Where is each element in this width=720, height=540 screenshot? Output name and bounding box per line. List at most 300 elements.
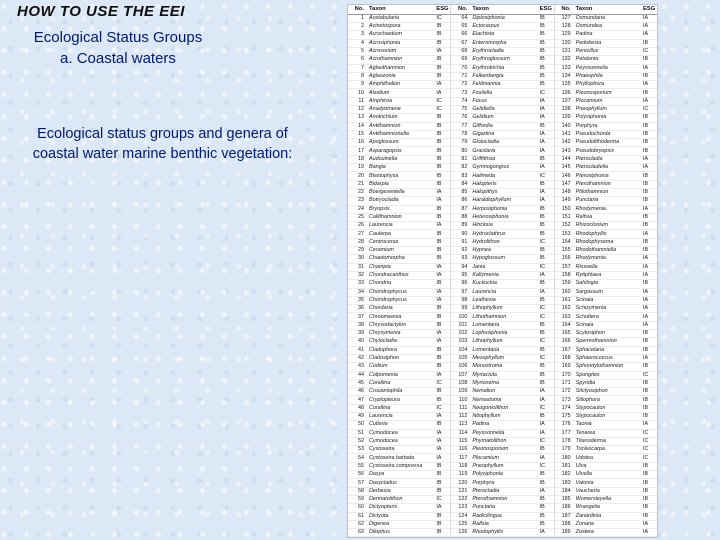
cell-taxon: Punctaria — [575, 197, 599, 204]
cell-esg: IB — [539, 330, 545, 337]
table-row — [451, 139, 553, 147]
table-row — [451, 164, 553, 172]
cell-taxon: Wrangelia — [575, 504, 600, 511]
cell-esg: IB — [642, 139, 649, 146]
cell-taxon: Gymnogongrus — [472, 164, 510, 171]
cell-no: 20 — [358, 172, 364, 179]
cell-taxon: Sahlingia — [575, 280, 598, 287]
cell-taxon: Pneophyllum — [472, 462, 504, 469]
cell-no: 170 — [561, 371, 571, 378]
cell-taxon: Dilophus — [369, 529, 390, 536]
cell-esg: IB — [642, 238, 649, 245]
cell-esg: IB — [436, 122, 442, 129]
cell-no: 46 — [358, 388, 364, 395]
cell-no: 175 — [561, 413, 571, 420]
cell-esg: IA — [539, 139, 545, 146]
table-row — [348, 147, 450, 155]
cell-esg: IA — [642, 255, 649, 262]
table-row — [348, 521, 450, 529]
table-row — [451, 264, 553, 272]
cell-taxon: Stypocaulon — [575, 413, 606, 420]
header-esg: ESG — [436, 5, 449, 12]
cell-esg: IC — [539, 338, 546, 345]
table-row — [451, 272, 553, 280]
cell-no: 135 — [561, 81, 571, 88]
cell-no: 102 — [458, 330, 468, 337]
table-row — [348, 471, 450, 479]
cell-taxon: Scinaia — [575, 321, 594, 328]
cell-taxon: Chordaria — [369, 305, 393, 312]
cell-esg: IB — [642, 131, 649, 138]
cell-no: 148 — [561, 189, 571, 196]
cell-no: 150 — [561, 205, 571, 212]
cell-no: 72 — [461, 81, 468, 88]
cell-taxon: Sphaerococcus — [575, 355, 613, 362]
table-row — [348, 463, 450, 471]
cell-no: 36 — [358, 305, 364, 312]
cell-taxon: Heterosiphonia — [472, 214, 509, 220]
cell-taxon: Rhodophysema — [575, 238, 614, 245]
cell-esg: IB — [642, 338, 649, 345]
cell-no: 28 — [358, 238, 364, 245]
cell-no: 87 — [461, 205, 468, 212]
cell-no: 132 — [561, 56, 571, 63]
cell-no: 59 — [358, 496, 364, 503]
table-row — [451, 280, 553, 288]
cell-taxon: Falkenbergia — [472, 72, 504, 79]
table-row — [348, 363, 450, 371]
cell-no: 30 — [358, 255, 364, 262]
cell-taxon: Polysiphonia — [575, 114, 607, 121]
cell-no: 54 — [358, 454, 364, 461]
table-row — [451, 31, 553, 39]
table-row — [451, 56, 553, 64]
table-row — [348, 413, 450, 421]
cell-esg: IA — [539, 164, 545, 171]
cell-no: 10 — [358, 89, 364, 96]
cell-no: 70 — [461, 64, 468, 71]
cell-esg: IB — [539, 446, 545, 453]
cell-taxon: Feldmannia — [472, 81, 501, 88]
cell-taxon: Cutleria — [369, 421, 388, 428]
cell-esg: IA — [642, 272, 649, 279]
table-row — [451, 297, 553, 305]
table-row — [348, 48, 450, 56]
cell-esg: IA — [436, 454, 442, 461]
cell-esg: IC — [436, 496, 442, 503]
table-row — [555, 139, 657, 147]
cell-esg: IB — [539, 321, 545, 328]
cell-no: 114 — [458, 429, 468, 436]
cell-esg: IB — [436, 346, 442, 353]
cell-no: 12 — [358, 106, 364, 113]
cell-no: 116 — [458, 446, 468, 453]
cell-esg: IC — [642, 429, 649, 436]
cell-taxon: Kallymenia — [472, 272, 499, 279]
cell-taxon: Nitophyllum — [472, 413, 501, 420]
table-row — [451, 355, 553, 363]
cell-taxon: Vaucheria — [575, 487, 600, 494]
header-no: No. — [457, 5, 468, 12]
cell-esg: IA — [436, 338, 442, 345]
cell-no: 167 — [561, 346, 571, 353]
cell-no: 64 — [461, 14, 468, 21]
cell-taxon: Pterocladiella — [575, 164, 609, 171]
cell-taxon: Pterosiphonia — [575, 172, 609, 179]
table-row — [348, 388, 450, 396]
table-row — [555, 488, 657, 496]
cell-esg: IA — [539, 487, 545, 494]
cell-no: 172 — [561, 388, 571, 395]
taxa-table — [347, 4, 658, 538]
cell-no: 7 — [361, 64, 364, 71]
cell-esg: IC — [642, 48, 649, 55]
table-row — [348, 15, 450, 23]
table-row — [555, 438, 657, 446]
cell-esg: IB — [642, 462, 649, 469]
cell-no: 130 — [561, 39, 571, 46]
cell-taxon: Antithamnion — [369, 122, 401, 129]
table-row — [348, 372, 450, 380]
cell-esg: IB — [642, 189, 649, 196]
cell-esg: IA — [642, 97, 649, 104]
table-row — [348, 421, 450, 429]
cell-esg: IB — [436, 471, 442, 478]
table-row — [555, 131, 657, 139]
table-row — [451, 123, 553, 131]
cell-no: 139 — [561, 114, 571, 121]
cell-no: 136 — [561, 89, 571, 96]
cell-esg: IA — [642, 14, 649, 21]
cell-taxon: Rhodymenia — [575, 255, 606, 262]
table-row — [451, 48, 553, 56]
cell-taxon: Osmundaria — [575, 14, 606, 21]
cell-esg: IA — [539, 429, 545, 436]
table-row — [555, 98, 657, 106]
cell-taxon: Kuckuckia — [472, 280, 497, 287]
cell-no: 138 — [561, 106, 571, 113]
cell-esg: IA — [436, 189, 442, 196]
cell-no: 62 — [358, 520, 364, 527]
table-row — [451, 131, 553, 139]
cell-esg: IB — [539, 72, 545, 79]
cell-esg: IC — [539, 313, 546, 320]
cell-taxon: Scytosiphon — [575, 330, 606, 337]
table-row — [348, 264, 450, 272]
cell-no: 142 — [561, 139, 571, 146]
cell-esg: IC — [539, 438, 546, 445]
cell-no: 63 — [358, 529, 364, 536]
cell-esg: IB — [642, 396, 649, 403]
cell-taxon: Pseudolithoderma — [575, 139, 620, 146]
cell-taxon: Pterocladia — [472, 487, 500, 494]
cell-taxon: Laurencia — [472, 288, 497, 295]
cell-no: 143 — [561, 147, 571, 154]
cell-no: 109 — [458, 388, 468, 395]
table-row — [451, 471, 553, 479]
cell-esg: IB — [436, 363, 442, 370]
cell-taxon: Amphithalion — [369, 81, 401, 88]
cell-taxon: Anotrichium — [369, 114, 398, 121]
table-row — [451, 405, 553, 413]
cell-no: 119 — [458, 471, 468, 478]
table-row — [451, 488, 553, 496]
table-row — [555, 40, 657, 48]
cell-no: 185 — [561, 496, 571, 503]
table-row — [555, 31, 657, 39]
table-row — [555, 504, 657, 512]
cell-taxon: Cladophora — [369, 346, 397, 353]
cell-no: 85 — [461, 189, 468, 196]
cell-esg: IC — [539, 263, 546, 270]
cell-no: 108 — [458, 379, 468, 386]
cell-no: 184 — [561, 487, 571, 494]
cell-esg: IA — [642, 288, 649, 295]
cell-taxon: Digenea — [369, 520, 390, 527]
cell-no: 13 — [358, 114, 364, 121]
cell-esg: IC — [539, 89, 546, 96]
table-row — [451, 363, 553, 371]
table-row — [348, 454, 450, 462]
cell-taxon: Hydrolithon — [472, 238, 500, 245]
table-row — [451, 322, 553, 330]
cell-taxon: Sargassum — [575, 288, 603, 295]
cell-esg: IA — [642, 164, 649, 171]
cell-no: 101 — [458, 321, 468, 328]
cell-no: 189 — [561, 529, 571, 536]
cell-no: 14 — [358, 122, 364, 129]
table-row — [451, 189, 553, 197]
cell-esg: IC — [436, 404, 442, 411]
table-row — [555, 114, 657, 122]
table-row — [451, 181, 553, 189]
table-header-row — [348, 5, 450, 15]
table-row — [555, 454, 657, 462]
cell-esg: IB — [539, 205, 545, 212]
table-row — [348, 446, 450, 454]
cell-esg: IB — [436, 479, 442, 486]
cell-taxon: Chondracanthus — [369, 272, 409, 279]
cell-taxon: Cystoseira compressa — [369, 462, 423, 469]
cell-taxon: Polysiphonia — [472, 471, 503, 478]
table-row — [555, 272, 657, 280]
cell-esg: IC — [539, 305, 546, 312]
cell-esg: IB — [436, 321, 442, 328]
table-row — [348, 289, 450, 297]
cell-esg: IB — [642, 487, 649, 494]
table-row — [555, 147, 657, 155]
table-row — [451, 98, 553, 106]
cell-esg: IB — [539, 479, 545, 486]
table-row — [451, 106, 553, 114]
table-row — [555, 313, 657, 321]
cell-no: 134 — [561, 72, 571, 79]
cell-taxon: Myriactula — [472, 371, 497, 378]
cell-no: 55 — [358, 462, 364, 469]
table-row — [348, 496, 450, 504]
cell-taxon: Lithophyllum — [472, 305, 503, 312]
cell-esg: IB — [436, 388, 442, 395]
cell-no: 153 — [561, 230, 571, 237]
cell-esg: IC — [436, 14, 442, 21]
cell-no: 74 — [461, 97, 468, 104]
table-column — [348, 5, 451, 537]
cell-no: 17 — [358, 147, 364, 154]
cell-taxon: Griffithsia — [472, 155, 496, 162]
cell-esg: IB — [539, 255, 545, 262]
cell-taxon: Chaetomorpha — [369, 255, 405, 262]
cell-taxon: Dasya — [369, 471, 385, 478]
table-row — [348, 380, 450, 388]
cell-taxon: Acrothamnion — [369, 56, 403, 63]
cell-taxon: Rhodophyllis — [472, 529, 504, 536]
cell-esg: IB — [436, 396, 442, 403]
cell-taxon: Dasycladus — [369, 479, 397, 486]
cell-esg: IB — [539, 346, 545, 353]
cell-esg: IB — [642, 114, 649, 121]
cell-taxon: Halimeda — [472, 172, 496, 179]
table-row — [451, 73, 553, 81]
cell-taxon: Schizymenia — [575, 305, 607, 312]
cell-esg: IB — [436, 487, 442, 494]
cell-no: 90 — [461, 230, 468, 237]
header-esg: ESG — [539, 5, 552, 12]
cell-no: 103 — [458, 338, 468, 345]
slide-title: HOW TO USE THE EEI — [17, 3, 185, 20]
cell-taxon: Gelidiella — [472, 106, 495, 113]
table-row — [451, 529, 553, 537]
table-row — [348, 156, 450, 164]
table-row — [451, 156, 553, 164]
cell-esg: IA — [436, 296, 442, 303]
table-row — [348, 206, 450, 214]
table-row — [555, 413, 657, 421]
cell-taxon: Lophosiphonia — [472, 330, 508, 337]
cell-no: 58 — [358, 487, 364, 494]
cell-no: 41 — [358, 346, 364, 353]
cell-esg: IB — [642, 72, 649, 79]
table-row — [451, 197, 553, 205]
cell-taxon: Spongites — [575, 371, 600, 378]
cell-esg: IB — [642, 471, 649, 478]
cell-no: 88 — [461, 214, 468, 220]
cell-esg: IA — [539, 288, 545, 295]
slide-subtitle — [0, 27, 236, 69]
table-row — [555, 297, 657, 305]
table-row — [348, 529, 450, 537]
cell-no: 82 — [461, 164, 468, 171]
cell-esg: IA — [642, 205, 649, 212]
cell-no: 124 — [458, 512, 468, 519]
table-row — [348, 322, 450, 330]
cell-taxon: Amphiroa — [369, 97, 393, 104]
table-row — [451, 438, 553, 446]
cell-esg: IC — [539, 355, 546, 362]
cell-esg: IB — [642, 330, 649, 337]
cell-no: 45 — [358, 379, 364, 386]
cell-taxon: Chrysymenia — [369, 330, 401, 337]
cell-taxon: Acrosorium — [369, 48, 397, 55]
cell-esg: IB — [539, 296, 545, 303]
cell-no: 160 — [561, 288, 571, 295]
cell-esg: IA — [642, 313, 649, 320]
cell-taxon: Spermothamnion — [575, 338, 617, 345]
table-row — [555, 322, 657, 330]
cell-esg: IA — [539, 131, 545, 138]
table-row — [348, 89, 450, 97]
cell-no: 161 — [561, 296, 571, 303]
table-row — [555, 56, 657, 64]
table-header-row — [451, 5, 553, 15]
cell-no: 43 — [358, 363, 364, 370]
table-row — [451, 446, 553, 454]
cell-taxon: Bidarpia — [369, 180, 389, 187]
cell-esg: IC — [539, 238, 546, 245]
cell-esg: IB — [642, 413, 649, 420]
cell-taxon: Cystoseira barbata — [369, 454, 415, 461]
cell-taxon: Acinetospora — [369, 23, 401, 30]
cell-no: 35 — [358, 296, 364, 303]
cell-taxon: Nemalion — [472, 388, 496, 395]
cell-taxon: Ectocarpus — [472, 23, 500, 30]
cell-no: 131 — [561, 48, 571, 55]
cell-esg: IB — [539, 214, 545, 220]
cell-esg: IB — [436, 172, 442, 179]
cell-taxon: Halopteris — [472, 180, 497, 187]
cell-esg: IA — [539, 272, 545, 279]
table-row — [451, 15, 553, 23]
slide-description — [0, 124, 325, 164]
cell-taxon: Porphyra — [575, 122, 598, 129]
table-row — [451, 413, 553, 421]
header-esg: ESG — [642, 5, 656, 12]
cell-no: 152 — [561, 222, 571, 229]
table-row — [555, 521, 657, 529]
cell-taxon: Hypoglossum — [472, 255, 505, 262]
cell-taxon: Cymodocea — [369, 429, 398, 436]
cell-esg: IB — [436, 23, 442, 30]
cell-no: 122 — [458, 496, 468, 503]
cell-no: 19 — [358, 164, 364, 171]
cell-taxon: Fucus — [472, 97, 488, 104]
cell-no: 73 — [461, 89, 468, 96]
cell-taxon: Rhizoclonium — [575, 222, 609, 229]
cell-no: 104 — [458, 346, 468, 353]
cell-esg: IB — [642, 56, 649, 63]
cell-esg: IC — [539, 172, 546, 179]
cell-no: 5 — [361, 48, 364, 55]
table-row — [555, 206, 657, 214]
cell-no: 81 — [461, 155, 468, 162]
cell-esg: IB — [642, 247, 649, 254]
cell-no: 51 — [358, 429, 364, 436]
cell-esg: IA — [642, 155, 649, 162]
cell-esg: IB — [539, 512, 545, 519]
cell-taxon: Monostroma — [472, 363, 503, 370]
table-row — [451, 289, 553, 297]
cell-esg: IC — [436, 106, 442, 113]
cell-esg: IB — [436, 238, 442, 245]
cell-taxon: Schottera — [575, 313, 599, 320]
cell-no: 126 — [458, 529, 468, 536]
table-row — [451, 214, 553, 222]
table-row — [348, 73, 450, 81]
cell-taxon: Lithophyllum — [472, 338, 503, 345]
cell-esg: IA — [642, 64, 649, 71]
cell-esg: IA — [436, 288, 442, 295]
cell-no: 2 — [361, 23, 364, 30]
cell-no: 95 — [461, 272, 468, 279]
